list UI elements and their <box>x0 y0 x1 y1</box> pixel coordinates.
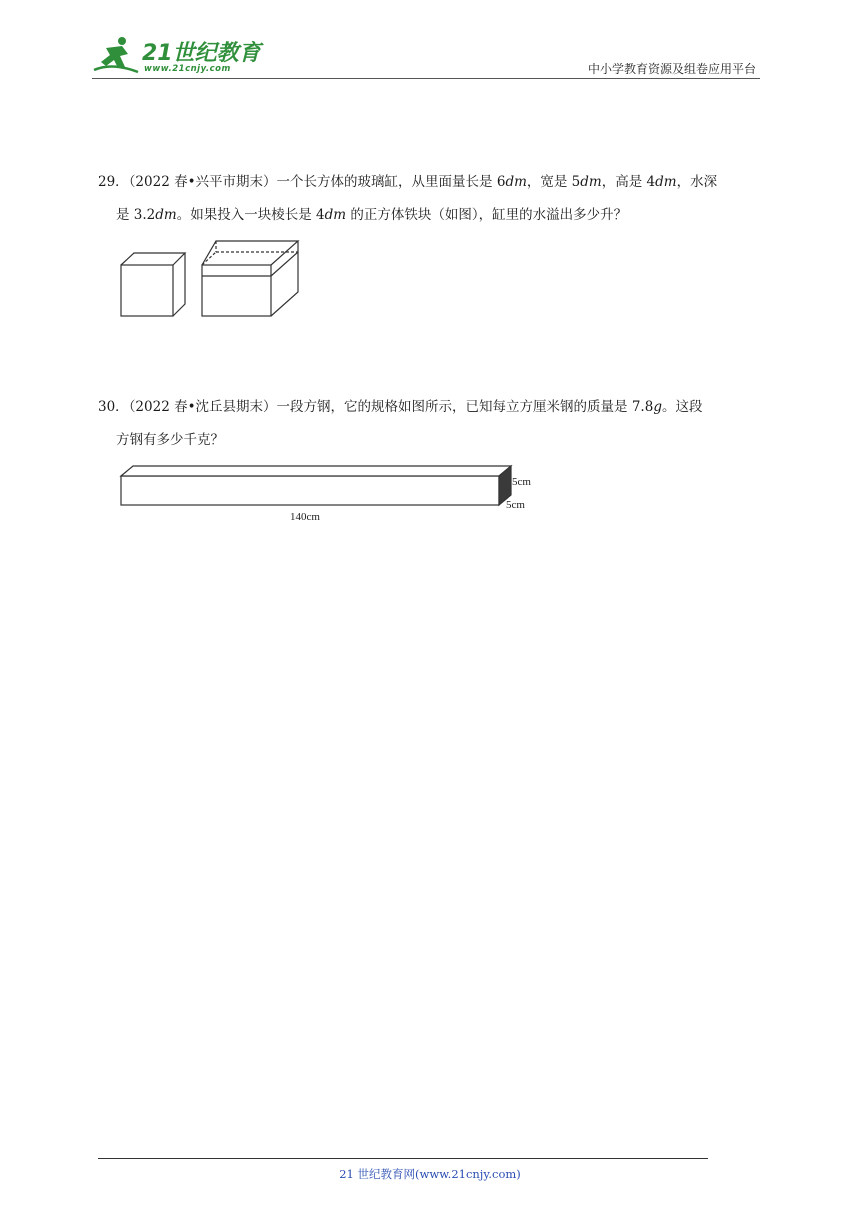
question-30-line2: 方钢有多少千克？ <box>116 432 224 448</box>
question-30-figure <box>114 434 544 526</box>
question-29-line1: 29．（2022 春•兴平市期末）一个长方体的玻璃缸，从里面量长是 6dm，宽是 5dm，高是 4dm，水深 <box>98 174 718 190</box>
platform-name: 中小学教育资源及组卷应用平台 <box>587 62 756 76</box>
page-header <box>92 30 760 80</box>
steel-bar-figure <box>121 466 511 505</box>
bar-height-label: 5cm <box>512 476 531 488</box>
header-divider <box>92 78 760 79</box>
footer-divider <box>98 1158 708 1159</box>
footer-source: 21 世纪教育网(www.21cnjy.com) <box>339 1167 521 1181</box>
iron-cube-figure <box>121 253 185 316</box>
question-30-line1: 30．（2022 春•沈丘县期末）一段方钢，它的规格如图所示，已知每立方厘米钢的质量是 7.8g。这段 <box>98 399 703 415</box>
site-logo: 21世纪教育 www.21cnjy.com <box>92 34 262 76</box>
bar-width-label: 5cm <box>506 499 525 511</box>
question-29-figure <box>114 236 304 322</box>
runner-icon <box>92 34 140 76</box>
bar-length-label: 140cm <box>290 511 320 523</box>
question-29-line2: 是 3.2dm。如果投入一块棱长是 4dm 的正方体铁块（如图），缸里的水溢出多少升？ <box>116 207 628 223</box>
glass-tank-figure <box>202 241 298 316</box>
question-29 <box>98 166 778 232</box>
